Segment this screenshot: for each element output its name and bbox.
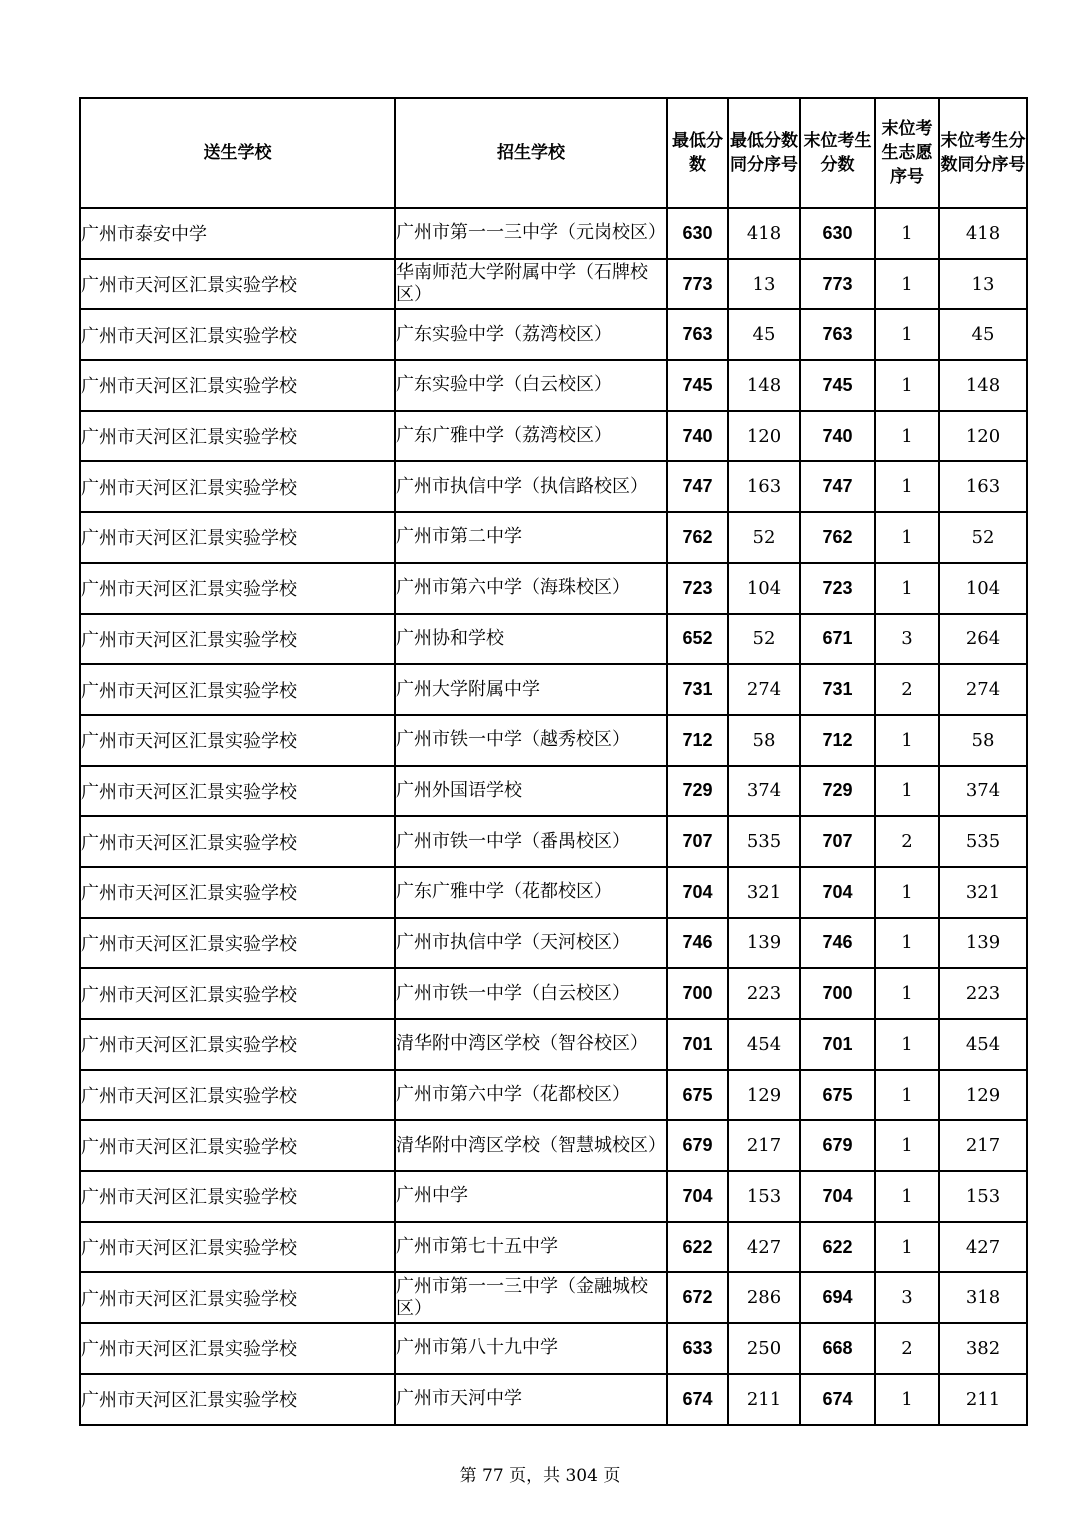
table-row: [80, 766, 1027, 817]
cell-receiving-school: 广州市第二中学: [395, 512, 667, 563]
cell-last-choice: 1: [875, 1120, 939, 1171]
cell-min-score-rank: 427: [728, 1222, 800, 1273]
cell-last-score: 773: [800, 259, 875, 310]
cell-last-choice: 1: [875, 715, 939, 766]
cell-last-score: 747: [800, 461, 875, 512]
cell-receiving-school: 广州外国语学校: [395, 766, 667, 817]
cell-sender-school: 广州市天河区汇景实验学校: [80, 1272, 395, 1323]
cell-receiving-school: 清华附中湾区学校（智慧城校区）: [395, 1120, 667, 1171]
cell-last-score-rank: 163: [939, 461, 1027, 512]
cell-last-score-rank: 321: [939, 867, 1027, 918]
cell-receiving-school: 广州市第八十九中学: [395, 1323, 667, 1374]
cell-sender-school: 广州市天河区汇景实验学校: [80, 1323, 395, 1374]
cell-receiving-school: 广东实验中学（白云校区）: [395, 360, 667, 411]
cell-last-score-rank: 148: [939, 360, 1027, 411]
cell-min-score: 633: [667, 1323, 728, 1374]
cell-last-score: 679: [800, 1120, 875, 1171]
cell-last-score-rank: 120: [939, 411, 1027, 462]
cell-last-score-rank: 129: [939, 1070, 1027, 1121]
cell-last-choice: 1: [875, 968, 939, 1019]
header-last-score-rank: 末位考生分数同分序号: [939, 98, 1027, 208]
cell-sender-school: 广州市天河区汇景实验学校: [80, 715, 395, 766]
cell-sender-school: 广州市天河区汇景实验学校: [80, 512, 395, 563]
cell-min-score-rank: 374: [728, 766, 800, 817]
cell-last-score-rank: 427: [939, 1222, 1027, 1273]
cell-last-score-rank: 454: [939, 1019, 1027, 1070]
table-row: [80, 512, 1027, 563]
cell-min-score-rank: 418: [728, 208, 800, 259]
cell-min-score-rank: 535: [728, 816, 800, 867]
cell-min-score: 675: [667, 1070, 728, 1121]
cell-min-score: 762: [667, 512, 728, 563]
table-row: [80, 360, 1027, 411]
admission-table: [79, 97, 1028, 1426]
cell-last-choice: 2: [875, 664, 939, 715]
cell-last-score-rank: 374: [939, 766, 1027, 817]
cell-receiving-school: 广州市天河中学: [395, 1374, 667, 1425]
cell-sender-school: 广州市天河区汇景实验学校: [80, 1120, 395, 1171]
cell-receiving-school: 广州大学附属中学: [395, 664, 667, 715]
cell-last-score-rank: 13: [939, 259, 1027, 310]
cell-sender-school: 广州市天河区汇景实验学校: [80, 816, 395, 867]
cell-min-score-rank: 163: [728, 461, 800, 512]
cell-last-choice: 1: [875, 1019, 939, 1070]
table-row: [80, 309, 1027, 360]
cell-sender-school: 广州市天河区汇景实验学校: [80, 968, 395, 1019]
cell-last-score: 630: [800, 208, 875, 259]
header-row: [80, 98, 1027, 208]
cell-min-score-rank: 321: [728, 867, 800, 918]
cell-min-score-rank: 58: [728, 715, 800, 766]
cell-receiving-school: 广州市铁一中学（白云校区）: [395, 968, 667, 1019]
cell-min-score-rank: 104: [728, 563, 800, 614]
cell-min-score: 672: [667, 1272, 728, 1323]
table-row: [80, 1019, 1027, 1070]
cell-sender-school: 广州市天河区汇景实验学校: [80, 1374, 395, 1425]
table-row: [80, 1070, 1027, 1121]
cell-sender-school: 广州市泰安中学: [80, 208, 395, 259]
table-row: [80, 816, 1027, 867]
cell-last-choice: 1: [875, 563, 939, 614]
cell-min-score-rank: 250: [728, 1323, 800, 1374]
cell-min-score: 746: [667, 918, 728, 969]
cell-min-score-rank: 120: [728, 411, 800, 462]
cell-receiving-school: 广州市铁一中学（番禺校区）: [395, 816, 667, 867]
table-row: [80, 461, 1027, 512]
table-row: [80, 563, 1027, 614]
cell-sender-school: 广州市天河区汇景实验学校: [80, 360, 395, 411]
cell-last-choice: 1: [875, 918, 939, 969]
cell-last-score: 701: [800, 1019, 875, 1070]
cell-sender-school: 广州市天河区汇景实验学校: [80, 1171, 395, 1222]
cell-receiving-school: 广州协和学校: [395, 614, 667, 665]
cell-min-score-rank: 13: [728, 259, 800, 310]
cell-sender-school: 广州市天河区汇景实验学校: [80, 411, 395, 462]
cell-sender-school: 广州市天河区汇景实验学校: [80, 664, 395, 715]
cell-sender-school: 广州市天河区汇景实验学校: [80, 867, 395, 918]
cell-last-score-rank: 104: [939, 563, 1027, 614]
cell-last-score: 745: [800, 360, 875, 411]
table-row: [80, 918, 1027, 969]
cell-receiving-school: 广东广雅中学（花都校区）: [395, 867, 667, 918]
cell-last-score: 622: [800, 1222, 875, 1273]
cell-last-choice: 2: [875, 816, 939, 867]
table-row: [80, 1272, 1027, 1323]
cell-receiving-school: 清华附中湾区学校（智谷校区）: [395, 1019, 667, 1070]
cell-last-choice: 1: [875, 309, 939, 360]
cell-last-score: 671: [800, 614, 875, 665]
cell-min-score: 773: [667, 259, 728, 310]
cell-last-score-rank: 45: [939, 309, 1027, 360]
cell-min-score-rank: 223: [728, 968, 800, 1019]
cell-min-score: 622: [667, 1222, 728, 1273]
table-row: [80, 867, 1027, 918]
cell-min-score: 731: [667, 664, 728, 715]
table-row: [80, 715, 1027, 766]
cell-receiving-school: 广州市执信中学（执信路校区）: [395, 461, 667, 512]
cell-last-choice: 1: [875, 1374, 939, 1425]
cell-last-score-rank: 382: [939, 1323, 1027, 1374]
cell-receiving-school: 广州市第一一三中学（金融城校区）: [395, 1272, 667, 1323]
cell-last-score: 712: [800, 715, 875, 766]
cell-last-choice: 3: [875, 1272, 939, 1323]
cell-min-score: 679: [667, 1120, 728, 1171]
cell-last-score: 694: [800, 1272, 875, 1323]
cell-last-choice: 1: [875, 867, 939, 918]
cell-min-score: 700: [667, 968, 728, 1019]
header-receiving-school: 招生学校: [395, 98, 667, 208]
cell-sender-school: 广州市天河区汇景实验学校: [80, 614, 395, 665]
cell-last-score: 731: [800, 664, 875, 715]
cell-last-choice: 1: [875, 259, 939, 310]
cell-min-score: 704: [667, 1171, 728, 1222]
cell-min-score: 763: [667, 309, 728, 360]
header-last-score: 末位考生分数: [800, 98, 875, 208]
cell-last-score: 675: [800, 1070, 875, 1121]
table-row: [80, 259, 1027, 310]
cell-min-score-rank: 286: [728, 1272, 800, 1323]
table-row: [80, 1374, 1027, 1425]
cell-min-score: 630: [667, 208, 728, 259]
header-min-score: 最低分数: [667, 98, 728, 208]
cell-last-score-rank: 535: [939, 816, 1027, 867]
cell-last-choice: 3: [875, 614, 939, 665]
page-number: 第 77 页，共 304 页: [459, 1466, 621, 1486]
cell-sender-school: 广州市天河区汇景实验学校: [80, 766, 395, 817]
cell-last-score: 746: [800, 918, 875, 969]
cell-min-score-rank: 148: [728, 360, 800, 411]
cell-last-score: 762: [800, 512, 875, 563]
table-row: [80, 411, 1027, 462]
cell-sender-school: 广州市天河区汇景实验学校: [80, 259, 395, 310]
cell-receiving-school: 广州市第六中学（花都校区）: [395, 1070, 667, 1121]
cell-min-score-rank: 211: [728, 1374, 800, 1425]
cell-last-score-rank: 211: [939, 1374, 1027, 1425]
cell-last-choice: 1: [875, 360, 939, 411]
cell-last-choice: 1: [875, 208, 939, 259]
cell-last-score: 674: [800, 1374, 875, 1425]
table-row: [80, 208, 1027, 259]
cell-receiving-school: 广州市铁一中学（越秀校区）: [395, 715, 667, 766]
table-row: [80, 1171, 1027, 1222]
table-row: [80, 1323, 1027, 1374]
header-last-choice: 末位考生志愿序号: [875, 98, 939, 208]
cell-min-score: 704: [667, 867, 728, 918]
table-row: [80, 1120, 1027, 1171]
cell-last-choice: 1: [875, 1171, 939, 1222]
cell-receiving-school: 广东实验中学（荔湾校区）: [395, 309, 667, 360]
cell-last-score: 763: [800, 309, 875, 360]
cell-receiving-school: 华南师范大学附属中学（石牌校区）: [395, 259, 667, 310]
cell-min-score-rank: 274: [728, 664, 800, 715]
header-min-score-rank: 最低分数同分序号: [728, 98, 800, 208]
cell-receiving-school: 广州中学: [395, 1171, 667, 1222]
cell-last-choice: 2: [875, 1323, 939, 1374]
cell-sender-school: 广州市天河区汇景实验学校: [80, 918, 395, 969]
cell-last-score-rank: 418: [939, 208, 1027, 259]
cell-last-choice: 1: [875, 512, 939, 563]
cell-receiving-school: 广东广雅中学（荔湾校区）: [395, 411, 667, 462]
table-row: [80, 968, 1027, 1019]
cell-min-score-rank: 45: [728, 309, 800, 360]
cell-min-score-rank: 52: [728, 512, 800, 563]
cell-last-score-rank: 52: [939, 512, 1027, 563]
cell-min-score-rank: 454: [728, 1019, 800, 1070]
cell-last-score-rank: 139: [939, 918, 1027, 969]
cell-last-score: 700: [800, 968, 875, 1019]
cell-last-score-rank: 223: [939, 968, 1027, 1019]
cell-sender-school: 广州市天河区汇景实验学校: [80, 1222, 395, 1273]
cell-min-score: 707: [667, 816, 728, 867]
cell-min-score: 729: [667, 766, 728, 817]
cell-receiving-school: 广州市第一一三中学（元岗校区）: [395, 208, 667, 259]
cell-sender-school: 广州市天河区汇景实验学校: [80, 1019, 395, 1070]
cell-min-score: 701: [667, 1019, 728, 1070]
cell-sender-school: 广州市天河区汇景实验学校: [80, 461, 395, 512]
cell-receiving-school: 广州市第六中学（海珠校区）: [395, 563, 667, 614]
table-body: [80, 208, 1027, 1425]
cell-min-score-rank: 129: [728, 1070, 800, 1121]
cell-last-score-rank: 217: [939, 1120, 1027, 1171]
cell-sender-school: 广州市天河区汇景实验学校: [80, 563, 395, 614]
table-row: [80, 614, 1027, 665]
cell-last-score: 740: [800, 411, 875, 462]
cell-last-score-rank: 318: [939, 1272, 1027, 1323]
cell-sender-school: 广州市天河区汇景实验学校: [80, 1070, 395, 1121]
cell-last-score-rank: 153: [939, 1171, 1027, 1222]
cell-min-score-rank: 52: [728, 614, 800, 665]
cell-last-score-rank: 274: [939, 664, 1027, 715]
cell-last-score: 707: [800, 816, 875, 867]
cell-min-score: 674: [667, 1374, 728, 1425]
cell-last-score: 723: [800, 563, 875, 614]
cell-last-choice: 1: [875, 1222, 939, 1273]
table-row: [80, 664, 1027, 715]
cell-min-score: 723: [667, 563, 728, 614]
cell-last-score: 704: [800, 867, 875, 918]
cell-min-score-rank: 139: [728, 918, 800, 969]
cell-sender-school: 广州市天河区汇景实验学校: [80, 309, 395, 360]
cell-last-choice: 1: [875, 461, 939, 512]
cell-last-score: 729: [800, 766, 875, 817]
cell-last-score: 668: [800, 1323, 875, 1374]
cell-last-choice: 1: [875, 766, 939, 817]
cell-min-score: 745: [667, 360, 728, 411]
cell-min-score: 652: [667, 614, 728, 665]
cell-last-choice: 1: [875, 1070, 939, 1121]
cell-last-choice: 1: [875, 411, 939, 462]
cell-receiving-school: 广州市执信中学（天河校区）: [395, 918, 667, 969]
header-sender-school: 送生学校: [80, 98, 395, 208]
cell-receiving-school: 广州市第七十五中学: [395, 1222, 667, 1273]
cell-min-score: 747: [667, 461, 728, 512]
table-row: [80, 1222, 1027, 1273]
cell-min-score-rank: 217: [728, 1120, 800, 1171]
cell-last-score-rank: 264: [939, 614, 1027, 665]
cell-min-score-rank: 153: [728, 1171, 800, 1222]
cell-last-score-rank: 58: [939, 715, 1027, 766]
cell-min-score: 740: [667, 411, 728, 462]
cell-min-score: 712: [667, 715, 728, 766]
cell-last-score: 704: [800, 1171, 875, 1222]
